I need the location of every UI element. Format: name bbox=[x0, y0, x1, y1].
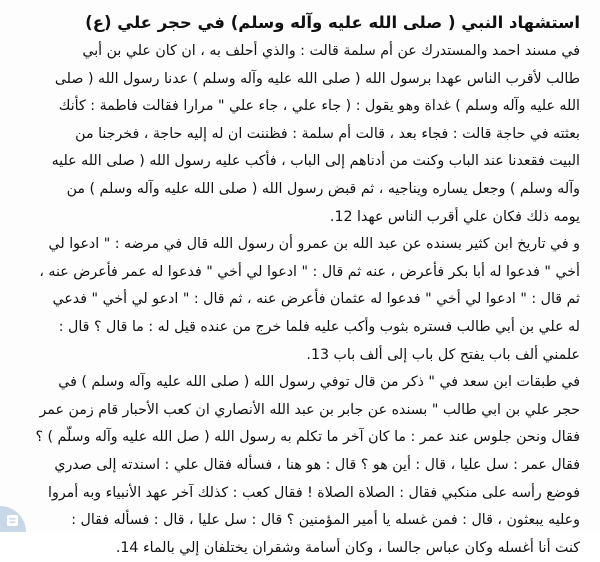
paragraph-3 bbox=[14, 369, 580, 562]
text-line: يومه ذلك فكان علي أقرب الناس عهدا 12. bbox=[329, 208, 580, 225]
text-line: فقال ونحن جلوس عند عمر : ما كان آخر ما تكلم به رسول الله ( صل الله عليه وآله وسلّم ) ؟ bbox=[35, 429, 580, 446]
text-line: أخي " فدعوا له أبا بكر فأعرض ، عنه ثم قال : " ادعوا لي أخي " فدعوا له عمر فأعرض عنه ، bbox=[39, 263, 580, 280]
paragraph-1 bbox=[14, 38, 580, 231]
text-line: وآله وسلم ) وجعل يساره ويناجيه ، ثم قبض رسول الله ( صلى الله عليه وآله وسلم ) من bbox=[66, 180, 580, 197]
text-line: في مسند احمد والمستدرك عن أم سلمة قالت : والذي أحلف به ، ان كان علي بن أبي bbox=[82, 43, 580, 59]
text-line: و في تاريخ ابن كثير بسنده عن عبد الله بن عمرو أن رسول الله قال في مرضه : " ادعوا لي bbox=[48, 236, 580, 253]
document-body bbox=[14, 10, 580, 562]
site-logo-icon bbox=[0, 492, 40, 532]
text-line: وعليه يبعثون ، قال : فمن غسله يا أمير المؤمنين ؟ قال : سل عليا ، قال : فسأله فقال : bbox=[71, 512, 580, 529]
text-line: كنت أنا أغسله وكان عباس جالسا ، وكان أسامة وشقران يختلفان إلي بالماء 14. bbox=[115, 539, 580, 556]
document-title: استشهاد النبي ( صلى الله عليه وآله وسلم) في حجر علي (ع) bbox=[85, 13, 580, 32]
text-line: ثم قال : " ادعوا لي أخي " فدعوا له عثمان فأعرض عنه ، ثم قال : " ادعو لي أخي " فدعي bbox=[52, 291, 580, 308]
text-line: طالب لأقرب الناس عهدا برسول الله ( صلى الله عليه وآله وسلم ) عدنا رسول الله ( صلى bbox=[54, 70, 580, 87]
text-line: الله عليه وآله وسلم ) غداة وهو يقول : ( جاء علي ، جاء علي " مرارا فقالت فاطمة : كأنك bbox=[58, 98, 580, 115]
text-line: له علي بن أبي طالب فستره بثوب وأكب عليه فلما خرج من عنده قيل له : ما قال ؟ قال : bbox=[58, 318, 580, 335]
text-line: في طبقات ابن سعد في " ذكر من قال توفي رسول الله ( صلى الله عليه وآله وسلم ) في bbox=[58, 374, 580, 391]
text-line: فوضع رأسه على منكبي فقال : الصلاة الصلاة ! فقال كعب : كذلك آخر عهد الأنبياء وبه أمروا bbox=[48, 484, 580, 501]
text-line: فقال عمر : سل عليا ، قال : أين هو ؟ قال : هو هنا ، فسأله فقال علي : اسندته إلى صدري bbox=[54, 456, 580, 473]
text-line: بعثته في حاجة قالت : فجاء بعد ، قالت أم سلمة : فظننت ان له إليه حاجة ، فخرجنا من bbox=[75, 125, 580, 142]
text-line: البيت فقعدنا عند الباب وكنت من أدناهم إلى الباب ، فأكب عليه رسول الله ( صلى الله عليه bbox=[51, 153, 580, 170]
text-line: حجر علي بن ابي طالب " بسنده عن جابر بن عبد الله الأنصاري ان كعب الأحبار قام زمن عمر bbox=[39, 401, 580, 418]
text-line: علمني ألف باب يفتح كل باب إلى ألف باب 13. bbox=[306, 346, 580, 363]
paragraph-2 bbox=[14, 231, 580, 369]
